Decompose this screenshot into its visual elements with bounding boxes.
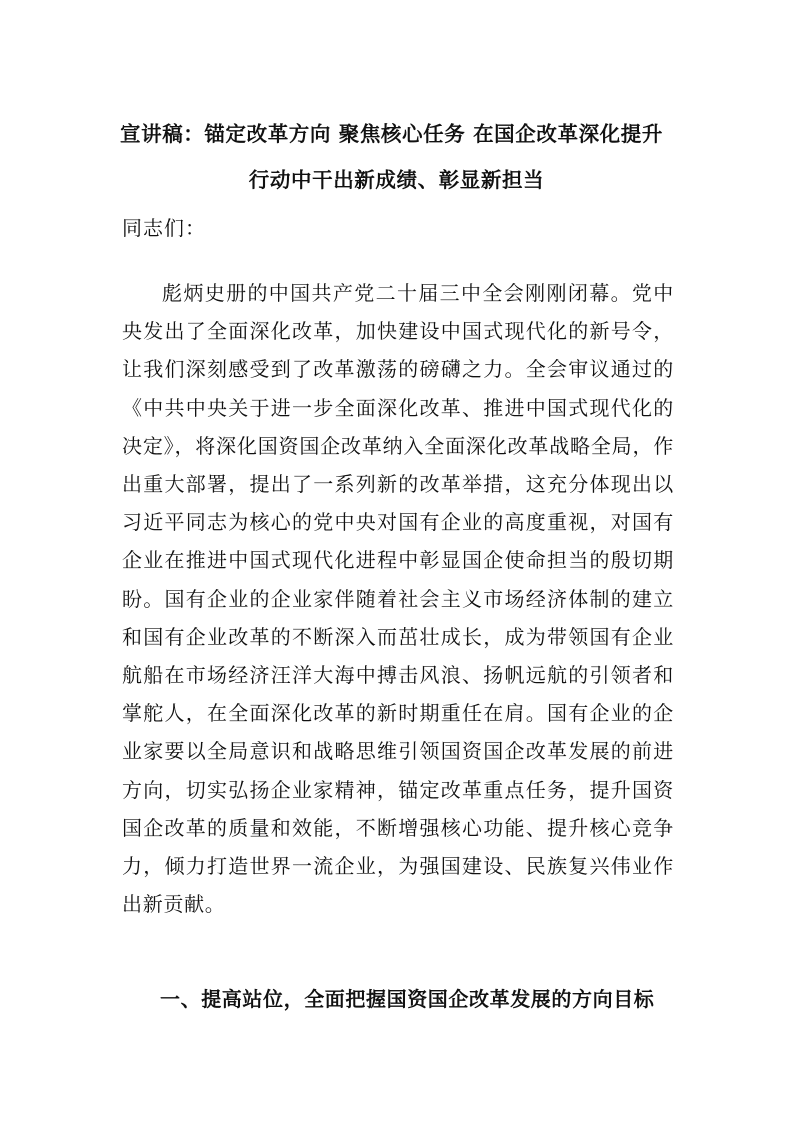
document-title-line1: 宣讲稿：锚定改革方向 聚焦核心任务 在国企改革深化提升 (120, 122, 663, 146)
body-paragraph: 彪炳史册的中国共产党二十届三中全会刚刚闭幕。党中央发出了全面深化改革，加快建设中国式现代化的新号令，让我们深刻感受到了改革激荡的磅礴之力。全会审议通过的《中共中央关于进一步全面深化改革、推进中国式现代化的决定》，将深化国资国企改革纳入全面深化改革战略全局，作出重大部署，提出了一系列新的改革举措，这充分体现出以习近平同志为核心的党中央对国有企业的高度重视，对国有企业在推进中国式现代化进程中彰显国企使命担当的殷切期盼。国有企业的企业家伴随着社会主义市场经济体制的建立和国有企业改革的不断深入而茁壮成长，成为带领国有企业航船在市场经济汪洋大海中搏击风浪、扬帆远航的引领者和掌舵人，在全面深化改革的新时期重任在肩。国有企业的企业家要以全局意识和战略思维引领国资国企改革发展的前进方向，切实弘扬企业家精神，锚定改革重点任务，提升国资国企改革的质量和效能，不断增强核心功能、提升核心竞争力，倾力打造世界一流企业，为强国建设、民族复兴伟业作出新贡献。 (122, 281, 674, 917)
salutation: 同志们： (122, 216, 206, 240)
section-heading: 一、提高站位，全面把握国资国企改革发展的方向目标 (160, 987, 655, 1011)
document-title-line2: 行动中干出新成绩、彰显新担当 (248, 168, 545, 192)
